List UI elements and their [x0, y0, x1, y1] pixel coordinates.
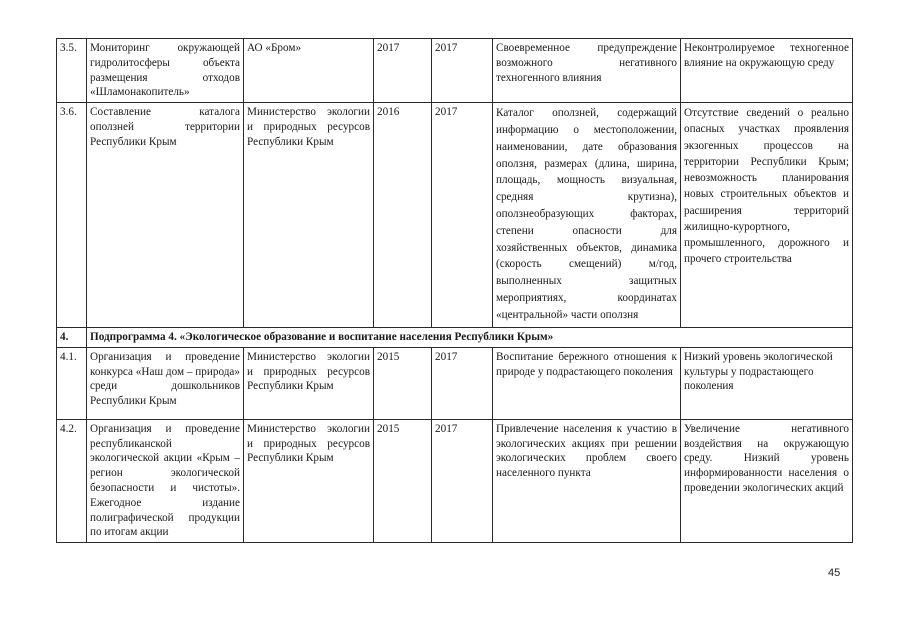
executor-cell: АО «Бром»: [244, 39, 374, 103]
program-activities-table: [56, 38, 853, 543]
end-year-cell: 2017: [432, 39, 493, 103]
expected-result-cell: Своевременное предупреждение возможного негативного техногенного влияния: [493, 39, 681, 103]
consequence-cell: Низкий уровень экологической культуры у подрастающего поколения: [681, 347, 853, 419]
activity-cell: Организация и проведение республиканской экологической акции «Крым – регион экологической безопасности и чистоты». Ежегодное издание полиграфической продукции по итогам акции: [87, 419, 244, 542]
table-row: [57, 347, 853, 419]
section-title: Подпрограмма 4. «Экологическое образование и воспитание населения Республики Крым»: [87, 328, 853, 348]
start-year-cell: 2015: [374, 347, 432, 419]
row-number: 3.6.: [57, 103, 87, 328]
activity-cell: Мониторинг окружающей гидролитосферы объекта размещения отходов «Шламонакопитель»: [87, 39, 244, 103]
start-year-cell: 2016: [374, 103, 432, 328]
expected-result-cell: Каталог оползней, содержащий информацию о местоположении, наименовании, дате образования оползня, размерах (длина, ширина, площадь, мощность визуальная, средняя крутизна), оползнеобразующих факторах, степени опасности для хозяйственных объектов, динамика (скорость смещений) м/год, выполненных защитных мероприятиях, координатах «центральной» части оползня: [493, 103, 681, 328]
expected-result-cell: Привлечение населения к участию в экологических акциях при решении экологических проблем своего населенного пункта: [493, 419, 681, 542]
end-year-cell: 2017: [432, 103, 493, 328]
row-number: 4.2.: [57, 419, 87, 542]
start-year-cell: 2015: [374, 419, 432, 542]
page-number: 45: [828, 567, 841, 579]
table-row: [57, 39, 853, 103]
consequence-cell: Увеличение негативного воздействия на окружающую среду. Низкий уровень информированности населения о проведении экологических акций: [681, 419, 853, 542]
section-number: 4.: [57, 328, 87, 348]
section-header-row: [57, 328, 853, 348]
table-row: [57, 103, 853, 328]
end-year-cell: 2017: [432, 347, 493, 419]
start-year-cell: 2017: [374, 39, 432, 103]
row-number: 4.1.: [57, 347, 87, 419]
consequence-cell: Неконтролируемое техногенное влияние на окружающую среду: [681, 39, 853, 103]
executor-cell: Министерство экологии и природных ресурсов Республики Крым: [244, 347, 374, 419]
end-year-cell: 2017: [432, 419, 493, 542]
activity-cell: Составление каталога оползней территории Республики Крым: [87, 103, 244, 328]
table-row: [57, 419, 853, 542]
row-number: 3.5.: [57, 39, 87, 103]
expected-result-cell: Воспитание бережного отношения к природе у подрастающего поколения: [493, 347, 681, 419]
activity-cell: Организация и проведение конкурса «Наш дом – природа» среди дошкольников Республики Крым: [87, 347, 244, 419]
consequence-cell: Отсутствие сведений о реально опасных участках проявления экзогенных процессов на территории Республики Крым; невозможность планирования новых строительных объектов и расширения территорий жилищно-курортного, промышленного, дорожного и прочего строительства: [681, 103, 853, 328]
executor-cell: Министерство экологии и природных ресурсов Республики Крым: [244, 419, 374, 542]
executor-cell: Министерство экологии и природных ресурсов Республики Крым: [244, 103, 374, 328]
